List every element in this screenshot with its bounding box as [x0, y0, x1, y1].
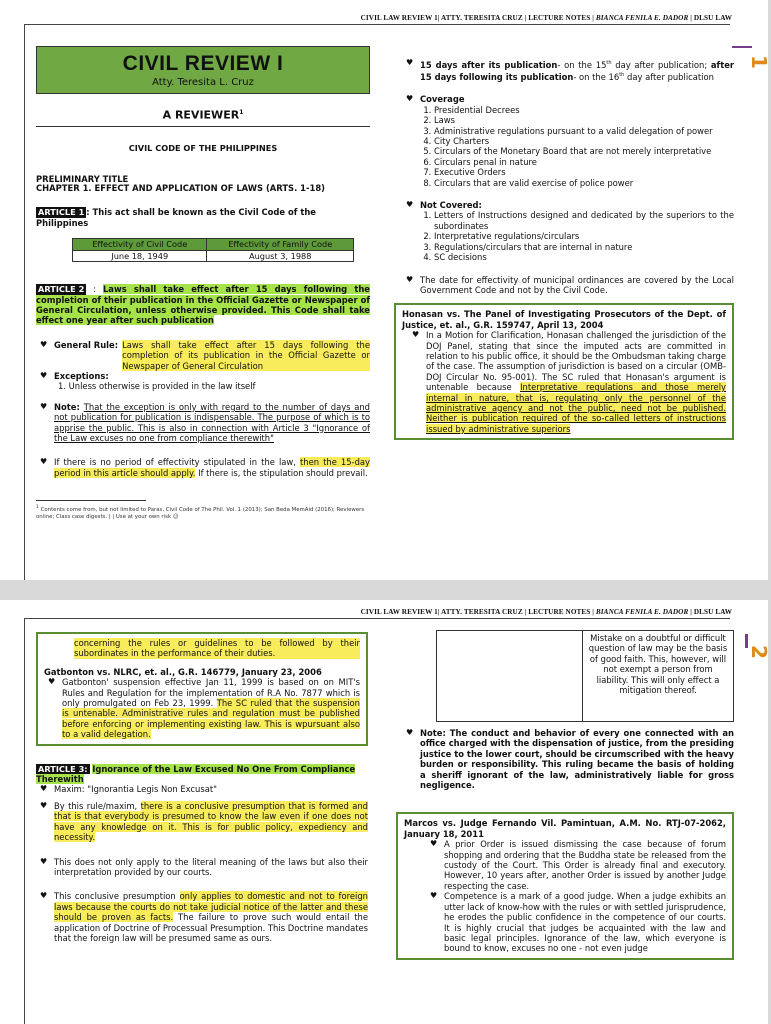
left-column [36, 46, 370, 521]
header-rule [24, 24, 730, 25]
not-covered: ♥ Not Covered: 1. Letters of Instructions designed and dedicated by the superiors to the subordinates 2. Interpretative regulations/circulars 3. Regulations/circulars that are internal in nature 4. SC decisions [402, 200, 734, 262]
sheriff-note: ♥ Note: The conduct and behavior of every one connected with an office charged with the dispensation of justice, from the presiding justice to the lower court, should be circumscribed with the heavy burden or responsibility. This ruling became the basis of holding a sheriff ignorant of the law, administratively liable for gross negligence. [402, 728, 734, 790]
right-column [402, 630, 734, 960]
table-cell: June 18, 1949 [73, 250, 207, 261]
list-item: 5. Circulars of the Monetary Board that are not merely interpretative [434, 146, 734, 156]
coverage-list [420, 105, 734, 188]
table-header: Effectivity of Family Code [207, 239, 354, 250]
maxim: ♥ Maxim: "Ignorantia Legis Non Excusat" [36, 784, 368, 794]
municipal-note: ♥ The date for effectivity of municipal ordinances are covered by the Local Government Code and not by the Civil Code. [402, 275, 734, 296]
document-subtitle: Atty. Teresita L. Cruz [152, 77, 254, 88]
reviewer-heading: A REVIEWER$^1$ [36, 108, 370, 127]
table-cell: Mistake on a doubtful or difficult question of law may be the basis of good faith. This, however, will not exempt a person from liability. This will only effect a mitigation thereof. [588, 633, 728, 696]
table-cell [437, 631, 583, 721]
margin-rule [24, 24, 25, 580]
marcos-title: Marcos vs. Judge Fernando Vil. Pamintuan, A.M. No. RTJ-07-2062, January 18, 2011 [404, 818, 726, 839]
document-title: CIVIL REVIEW I [122, 52, 284, 75]
mistake-table [436, 630, 734, 722]
list-item: 3. Regulations/circulars that are internal in nature [434, 242, 734, 252]
list-item: 3. Administrative regulations pursuant to a valid delegation of power [434, 126, 734, 136]
chapter-title: CHAPTER 1. EFFECT AND APPLICATION OF LAWS (ARTS. 1-18) [36, 183, 325, 194]
page-number: 1 [747, 55, 771, 69]
prelim-title: PRELIMINARY TITLE [36, 174, 129, 185]
footnote-rule [36, 500, 146, 501]
gatbonton-body: ♥ Gatbonton' suspension effective Jan 11, 1999 is based on on MIT's Rules and Regulation for the implementation of R.A No. 7877 which is only promulgated on Feb 23, 1999. The SC ruled that the suspension is untenable. Administrative rules and regulation must be published before enforcing or implementing existing law. This is wpursuant also to a valid delegation. [44, 677, 360, 739]
list-item: 6. Circulars penal in nature [434, 157, 734, 167]
article-1-label: ARTICLE 1 [38, 207, 85, 218]
list-item: 2. Interpretative regulations/circulars [434, 231, 734, 241]
interpretation-note: ♥ This does not only apply to the literal meaning of the laws but also their interpretation provided by our courts. [36, 857, 368, 878]
gatbonton-case-box [36, 632, 368, 746]
list-item: 4. SC decisions [434, 252, 734, 262]
continued-text: concerning the rules or guidelines to be followed by their subordinates in the performance of their duties. [74, 638, 360, 659]
marcos-point-1: ♥ A prior Order is issued dismissing the case because of forum shopping and ordering that the Buddha state be released from the custody of the Court. This Order is already final and executory. However, 10 years after, another Order is issued by another Judge respecting the case. [426, 839, 726, 891]
exceptions: ♥ Exceptions: 1. Unless otherwise is provided in the law itself [36, 371, 370, 392]
title-box [36, 46, 370, 94]
gatbonton-title: Gatbonton vs. NLRC, et. al., G.R. 146779, January 23, 2006 [44, 666, 322, 677]
list-item: 2. Laws [434, 115, 734, 125]
right-column [402, 58, 734, 440]
left-column [36, 636, 368, 943]
running-head: CIVIL LAW REVIEW 1| ATTY. TERESITA CRUZ | LECTURE NOTES | BIANCA FENILA E. DADOR | DLSU LAW [360, 14, 732, 22]
list-item: 4. City Charters [434, 136, 734, 146]
page-2 [0, 600, 771, 1024]
list-item: 8. Circulars that are valid exercise of police power [434, 178, 734, 188]
article-3: ARTICLE 3: Ignorance of the Law Excused No One From Compliance Therewith [36, 763, 356, 785]
article-1: ARTICLE 1 : This act shall be known as the Civil Code of the Philippines [36, 207, 316, 228]
honasan-body: ♥ In a Motion for Clarification, Honasan challenged the jurisdiction of the DOJ Panel, stating that since the imputed acts are committed in relation to his public office, it should be the Ombudsman taking charge of the case. The assumption of jurisdiction is based on a circular (OMB-DOJ Circular No. 95-001). The SC ruled that Honasan's argument is untenable because Interpretative regulations and those merely internal in nature, that is, regulating only the personnel of the administrative agency and not the public, need not be published. Neither is publication required of the so-called letters of instructions issued by administrative superiors [408, 330, 726, 434]
table-header: Effectivity of Civil Code [73, 239, 207, 250]
domestic-law-note: ♥ This conclusive presumption only applies to domestic and not to foreign laws because the courts do not take judicial notice of the latter and these should be proven as facts. The failure to prove such would entail the application of Doctrine of Processual Presumption. This Doctrine mandates that the foreign law will be presumed same as ours. [36, 891, 368, 943]
note: ♥ Note: That the exception is only with regard to the number of days and not publication for publication is indispensable. The purpose of which is to apprise the public. This is also in connection with Article 3 "Ignorance of the Law excuses no one from compliance therewith" [36, 402, 370, 444]
running-head: CIVIL LAW REVIEW 1| ATTY. TERESITA CRUZ | LECTURE NOTES | BIANCA FENILA E. DADOR | DLSU LAW [360, 608, 732, 616]
list-item: 1. Letters of Instructions designed and dedicated by the superiors to the subordinates [434, 210, 734, 231]
article-2-label: ARTICLE 2 [38, 284, 85, 295]
code-heading: CIVIL CODE OF THE PHILIPPINES [128, 143, 278, 154]
not-covered-list [420, 210, 734, 262]
marcos-case-box [396, 812, 734, 959]
table-cell: August 3, 1988 [207, 250, 354, 261]
page-number: 2 [747, 645, 771, 659]
presumption-rule: ♥ By this rule/maxim, there is a conclusive presumption that is formed and that is that everybody is presumed to know the law even if one does not have any knowledge on it. This is for public policy, expediency and necessity. [36, 801, 368, 843]
honasan-title: Honasan vs. The Panel of Investigating Prosecutors of the Dept. of Justice, et. al., G.R. 159747, April 13, 2004 [402, 309, 726, 330]
effectivity-days: ♥ 15 days after its publication- on the 15th day after publication; after 15 days following its publication- on the 16th day after publication [402, 58, 734, 82]
list-item: 1. Presidential Decrees [434, 105, 734, 115]
header-rule [24, 618, 730, 619]
effectivity-table [72, 238, 354, 262]
page-marker [732, 46, 752, 48]
no-effectivity-note: ♥ If there is no period of effectivity stipulated in the law, then the 15-day period in this article should apply. If there is, the stipulation should prevail. [36, 457, 370, 478]
honasan-case-box [394, 303, 734, 440]
coverage: ♥ Coverage 1. Presidential Decrees 2. Laws 3. Administrative regulations pursuant to a valid delegation of power 4. City Charters 5. Circulars of the Monetary Board that are not merely interpretative 6. Circulars penal in nature 7. Executive Orders 8. Circulars that are valid exercise of police power [402, 94, 734, 188]
margin-rule [24, 618, 25, 1024]
list-item: 7. Executive Orders [434, 167, 734, 177]
article-2: ARTICLE 2 : Laws shall take effect after 15 days following the completion of their publication in the Official Gazette or Newspaper of General Circulation, unless otherwise provided. This Code shall take effect one year after such publication [36, 284, 370, 326]
article-3-label: ARTICLE 3: [38, 763, 88, 774]
marcos-point-2: ♥ Competence is a mark of a good judge. When a judge exhibits an utter lack of know-how with the rules or with settled jurisprudence, he erodes the public confidence in the competence of our courts. It is highly crucial that judges be acquainted with the law and basic legal principles. Ignorance of the law, which everyone is bound to know, excuses no one - not even judge [426, 891, 726, 953]
footnote: $^1$ Contents come from, but not limited to Paras, Civil Code of The Phil. Vol. 1 (2013); San Beda MemAid (2016); Reviewers online; Class case digests. | | Use at your own risk ☺ [36, 500, 370, 521]
general-rule: ♥ General Rule: Laws shall take effect after 15 days following the completion of its publication in the Official Gazette or Newspaper of General Circulation [36, 340, 370, 371]
